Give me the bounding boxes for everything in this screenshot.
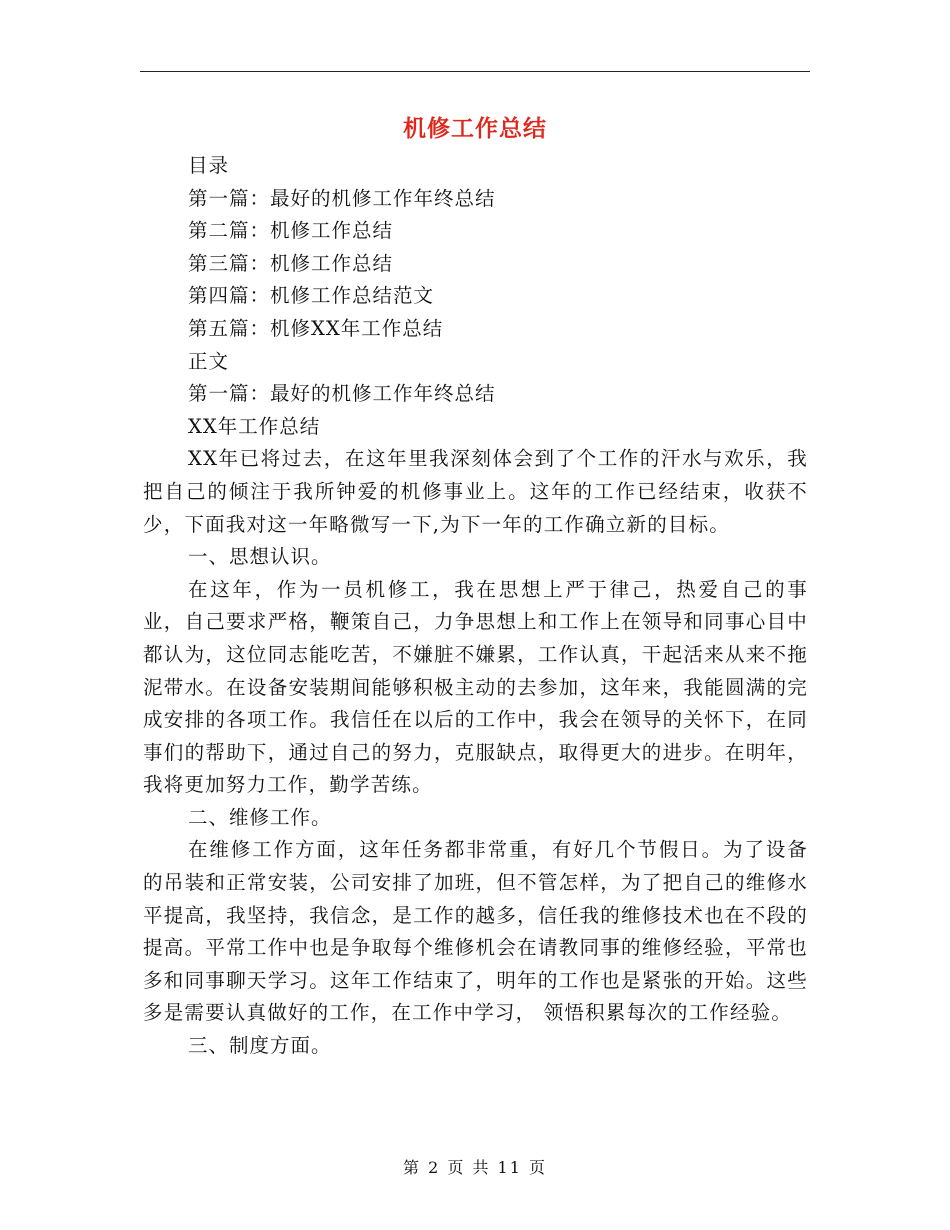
- section-heading: 二、维修工作。: [188, 805, 332, 829]
- paragraph-intro: XX年已将过去，在这年里我深刻体会到了个工作的汗水与欢乐，我把自己的倾注于我所钟爱的机修事业上。这年的工作已经结束，收获不少，下面我对这一年略微写一下,为下一年的工作确立新的目标。: [143, 447, 808, 536]
- toc-heading: 目录: [188, 154, 230, 177]
- header-rule: [140, 71, 810, 72]
- paragraph-maintenance: 在维修工作方面，这年任务都非常重，有好几个节假日。为了设备的吊装和正常安装，公司安排了加班，但不管怎样，为了把自己的维修水平提高，我坚持，我信念，是工作的越多，信任我的维修技术也在不段的提高。平常工作中也是争取每个维修机会在请教同事的维修经验，平常也多和同事聊天学习。这年工作结束了，明年的工作也是紧张的开始。这些多是需要认真做好的工作，在工作中学习， 领悟积累每次的工作经验。: [143, 838, 808, 1025]
- body-heading: 正文: [188, 349, 230, 373]
- article-title: 第一篇：最好的机修工作年终总结: [188, 382, 496, 406]
- toc-item: 第一篇：最好的机修工作年终总结: [188, 186, 496, 210]
- paragraph-thinking: 在这年，作为一员机修工，我在思想上严于律己，热爱自己的事业，自己要求严格，鞭策自己，力争思想上和工作上在领导和同事心目中都认为，这位同志能吃苦，不嫌脏不嫌累，工作认真，干起活来从来不拖泥带水。在设备安装期间能够积极主动的去参加，这年来，我能圆满的完成安排的各项工作。我信任在以后的工作中，我会在领导的关怀下，在同事们的帮助下，通过自己的努力，克服缺点，取得更大的进步。在明年，我将更加努力工作，勤学苦练。: [143, 577, 808, 797]
- page-number: 第 2 页 共 11 页: [403, 1158, 547, 1177]
- toc-item: 第三篇：机修工作总结: [188, 251, 394, 275]
- toc-item: 第二篇：机修工作总结: [188, 219, 394, 243]
- toc-item: 第四篇：机修工作总结范文: [188, 284, 435, 308]
- document-body: [143, 150, 808, 1063]
- section-heading: 一、思想认识。: [188, 545, 332, 569]
- document-title: 机修工作总结: [403, 116, 547, 142]
- article-subtitle: XX年工作总结: [188, 414, 321, 438]
- toc-item: 第五篇：机修XX年工作总结: [188, 316, 444, 340]
- section-heading: 三、制度方面。: [188, 1034, 332, 1058]
